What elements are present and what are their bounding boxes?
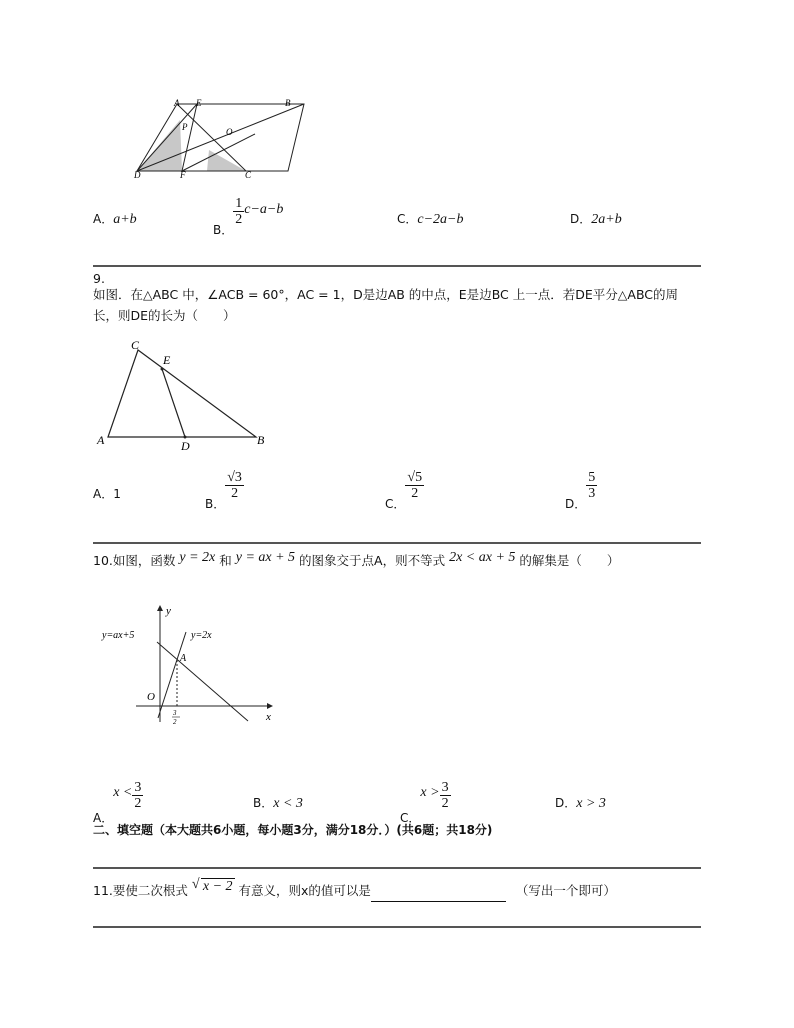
q10-suffix: 的解集是（ ） (519, 553, 620, 568)
section-heading: 二、填空题（本大题共6小题，每小题3分，满分18分．）(共6题；共18分) (93, 823, 493, 837)
option-expr: c−a−b (244, 202, 284, 217)
q11-prefix: 11.要使二次根式 (93, 883, 188, 898)
option-letter: D． (565, 497, 587, 511)
q10-option-c[interactable] (400, 780, 451, 825)
frac-num: 3 (134, 780, 142, 795)
frac-den: 2 (411, 486, 419, 501)
option-expr: a+b (113, 212, 137, 227)
option-letter: D． (555, 796, 577, 810)
option-value: 1 (113, 487, 121, 501)
q11-middle: 有意义，则x的值可以是 (238, 883, 371, 898)
frac-num: 3 (441, 780, 449, 795)
q11-stem (93, 877, 616, 902)
q11-suffix: （写出一个即可） (515, 883, 616, 898)
frac-num: 5 (588, 470, 596, 485)
label-line2: y=2x (191, 630, 212, 641)
label-C: C (131, 338, 140, 352)
option-letter: A． (93, 212, 114, 226)
point-e (161, 368, 164, 371)
frac-num: √3 (227, 470, 242, 485)
option-expr: 2a+b (591, 212, 622, 227)
option-letter: D． (570, 212, 592, 226)
q8-option-a[interactable] (93, 208, 137, 228)
option-expr: x < 3 (273, 796, 303, 811)
frac-num: √5 (407, 470, 423, 485)
divider (93, 265, 701, 267)
q8-option-b[interactable] (213, 196, 284, 237)
sqrt-icon: √ (191, 877, 200, 892)
q10-option-d[interactable] (555, 792, 606, 812)
label-E: E (163, 353, 171, 367)
q9-line1: 如图．在△ABC 中，∠ACB = 60°，AC = 1，D是边AB 的中点，E是边BC 上一点．若DE平分△ABC的周 (93, 287, 679, 302)
frac-den: 3 (588, 486, 596, 501)
label-P: P (182, 122, 188, 132)
label-A: A (97, 433, 105, 447)
frac-den: 2 (231, 486, 239, 501)
q10-graph (100, 600, 285, 730)
option-expr: x > 3 (576, 796, 606, 811)
q9-option-b[interactable] (205, 470, 244, 511)
label-B: B (285, 98, 291, 108)
q10-option-b[interactable] (253, 792, 303, 812)
q10-option-a[interactable] (93, 780, 143, 825)
frac-den: 2 (441, 796, 449, 811)
divider (93, 867, 701, 869)
option-lhs: x < (113, 785, 133, 800)
q9-stem (93, 284, 705, 326)
label-O: O (226, 127, 233, 137)
q9-option-a[interactable] (93, 483, 121, 502)
q10-inequality: 2x < ax + 5 (449, 550, 516, 565)
label-B: B (257, 433, 265, 447)
tick-num: 3 (173, 709, 177, 717)
q9-line2: 长，则DE的长为（ ） (93, 308, 236, 323)
fraction (405, 470, 424, 501)
q8-option-d[interactable] (570, 208, 622, 228)
label-origin: O (147, 691, 155, 703)
fraction (132, 780, 143, 811)
option-letter: B． (253, 796, 274, 810)
line-ax-plus-5 (157, 642, 248, 721)
option-lhs: x > (420, 785, 440, 800)
option-letter: B． (213, 223, 234, 237)
q10-func2: y = ax + 5 (235, 550, 296, 565)
tick-den: 2 (173, 718, 177, 726)
line-ef (182, 104, 197, 171)
label-F: F (180, 170, 186, 180)
label-x: x (266, 711, 271, 723)
fraction (225, 470, 244, 501)
divider (93, 542, 701, 544)
shaded-triangle-right (207, 150, 246, 171)
q10-func1: y = 2x (179, 550, 216, 565)
label-D: D (134, 170, 141, 180)
q11-radical (192, 876, 235, 897)
q9-option-c[interactable] (385, 470, 424, 511)
option-letter: B． (205, 497, 226, 511)
label-C: C (245, 170, 252, 180)
q9-number: 9. (93, 271, 105, 286)
frac-den: 2 (134, 796, 142, 811)
option-expr: c−2a−b (417, 212, 464, 227)
label-D: D (181, 439, 190, 453)
label-line1: y=ax+5 (102, 630, 135, 641)
q9-option-d[interactable] (565, 470, 597, 511)
q10-mid2: 的图象交于点A，则不等式 (299, 553, 446, 568)
fraction (440, 780, 451, 811)
answer-blank[interactable] (371, 887, 506, 902)
label-E: E (196, 98, 202, 108)
q9-triangle-figure (93, 336, 278, 456)
q10-stem (93, 550, 619, 572)
frac-den: 2 (235, 212, 243, 227)
segment-de (162, 369, 185, 437)
fraction (586, 470, 597, 501)
label-A: A (174, 98, 180, 108)
option-letter: C． (385, 497, 406, 511)
fraction-half (233, 196, 244, 227)
option-letter: C． (397, 212, 418, 226)
frac-num: 1 (235, 196, 243, 211)
q8-parallelogram-figure (125, 92, 310, 182)
option-letter: A． (93, 487, 114, 501)
radicand: x − 2 (202, 879, 233, 894)
q10-mid1: 和 (219, 553, 232, 568)
q10-prefix: 10.如图，函数 (93, 553, 176, 568)
label-point-a: A (180, 653, 187, 664)
triangle-abc (108, 350, 256, 437)
label-y: y (166, 605, 171, 617)
option-letter: A． (93, 811, 114, 825)
line-2x (158, 632, 186, 718)
q8-option-c[interactable] (397, 208, 464, 228)
option-letter: C． (400, 811, 421, 825)
divider (93, 926, 701, 928)
